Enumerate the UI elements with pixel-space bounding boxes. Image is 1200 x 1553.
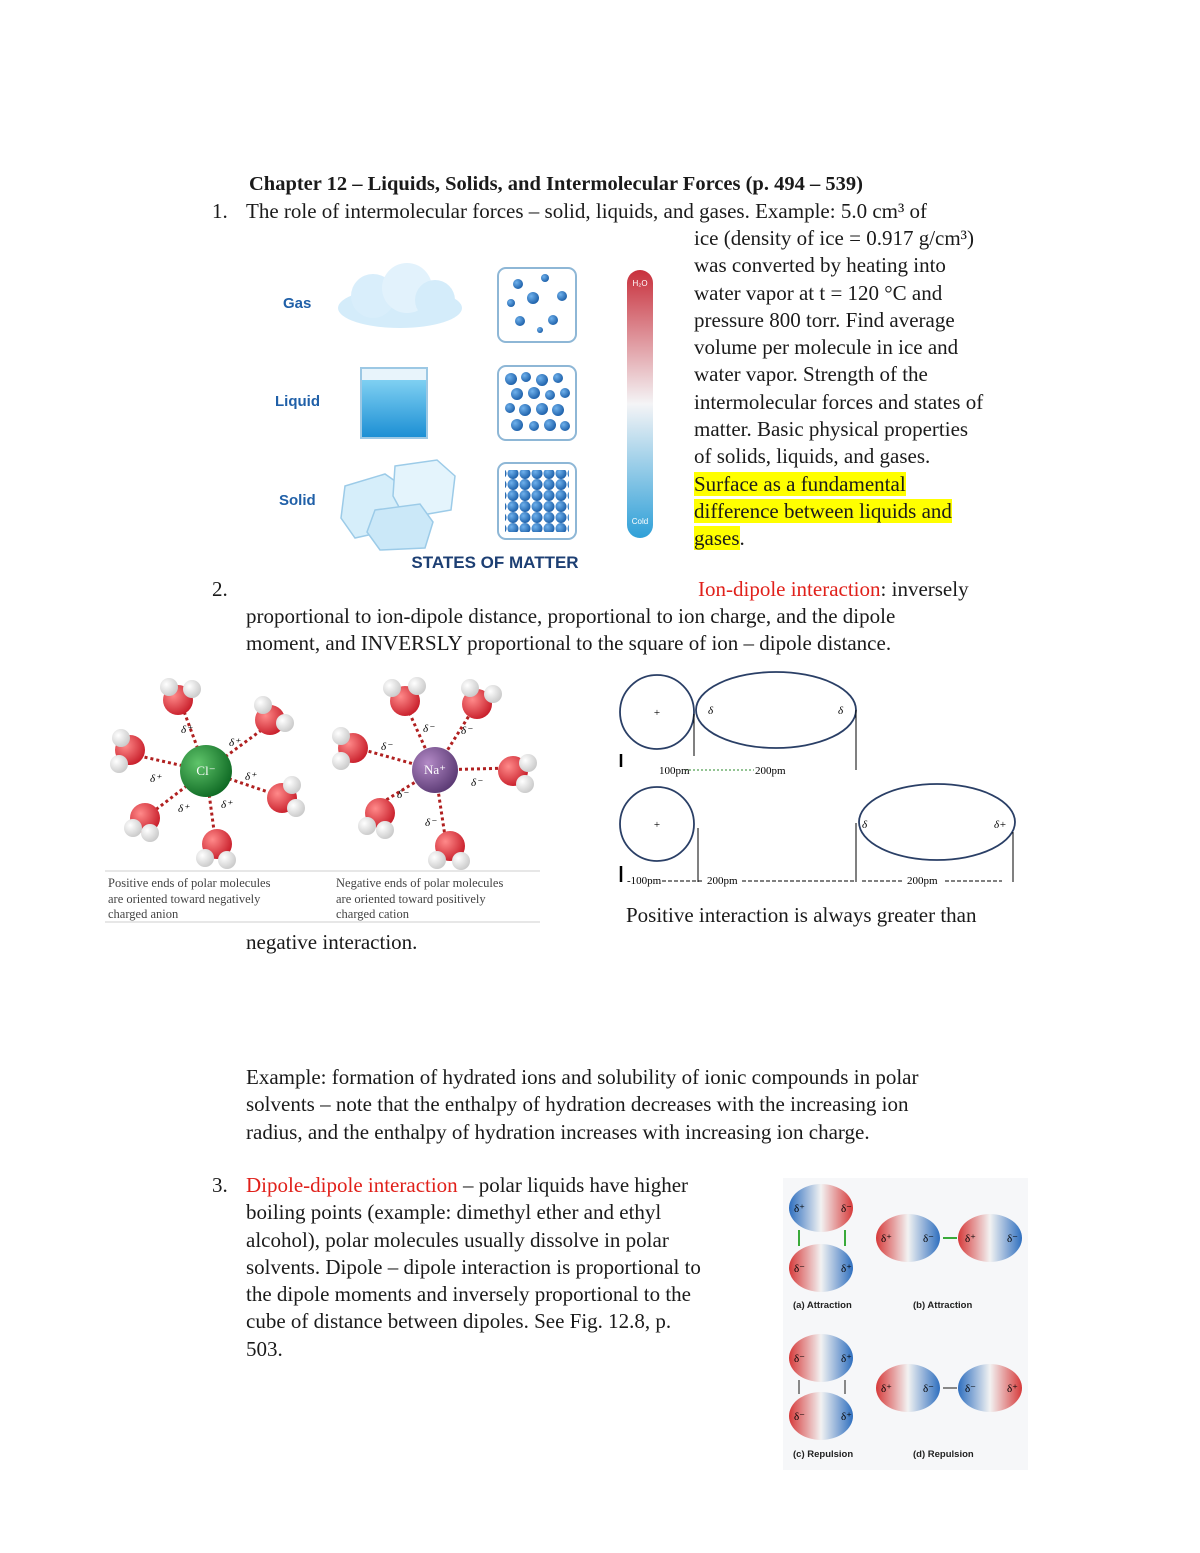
ice-cubes-icon bbox=[341, 460, 455, 550]
chloride-label: Cl⁻ bbox=[196, 763, 216, 778]
example-line: solvents – note that the enthalpy of hydration decreases with the increasing ion bbox=[246, 1092, 909, 1117]
highlighted-text: difference between liquids and bbox=[694, 498, 952, 523]
delta-label: δ⁻ bbox=[923, 1383, 934, 1395]
delta-label: δ⁻ bbox=[471, 777, 482, 789]
delta-label: δ⁺ bbox=[794, 1203, 805, 1215]
bar-top-label: H₂O bbox=[632, 279, 648, 288]
delta-label: δ⁻ bbox=[423, 723, 434, 735]
item1-text-line: water vapor. Strength of the bbox=[694, 362, 928, 387]
example-line: radius, and the enthalpy of hydration increases with increasing ion charge. bbox=[246, 1119, 870, 1144]
item2-number: 2. bbox=[212, 577, 228, 601]
item1-number: 1. bbox=[212, 199, 228, 223]
delta-label: δ⁺ bbox=[881, 1383, 892, 1395]
states-of-matter-figure bbox=[255, 248, 685, 583]
item1-text-line: volume per molecule in ice and bbox=[694, 335, 959, 360]
delta-label: δ⁻ bbox=[461, 725, 472, 737]
sodium-label: Na⁺ bbox=[423, 762, 447, 777]
item3-line: boiling points (example: dimethyl ether and ethyl bbox=[246, 1200, 662, 1225]
example-paragraph bbox=[246, 1064, 918, 1146]
beaker-icon bbox=[361, 368, 427, 438]
bar-bottom-label: Cold bbox=[631, 517, 649, 526]
figure-caption-a: (a) Attraction bbox=[793, 1300, 852, 1311]
dipole-dipole-figure bbox=[783, 1178, 1028, 1470]
caption-line: Positive ends of polar molecules bbox=[108, 876, 271, 890]
delta-label: δ⁻ bbox=[381, 741, 392, 753]
item3-line: alcohol), polar molecules usually dissolve in polar bbox=[246, 1227, 669, 1252]
delta-label: δ⁻ bbox=[923, 1233, 934, 1245]
delta-label: δ⁺ bbox=[881, 1233, 892, 1245]
distance-label: 100pm bbox=[659, 765, 690, 777]
delta-label: δ⁻ bbox=[794, 1353, 805, 1365]
item1-text-line: ice (density of ice = 0.917 g/cm³) bbox=[694, 226, 974, 250]
item2-line3: moment, and INVERSLY proportional to the square of ion – dipole distance. bbox=[246, 631, 892, 655]
item2-heading bbox=[698, 576, 969, 603]
item1-line1: The role of intermolecular forces – solid, liquids, and gases. Example: 5.0 cm³ of bbox=[246, 199, 928, 223]
delta-label: δ⁺ bbox=[178, 803, 189, 815]
caption-line: Negative ends of polar molecules bbox=[336, 876, 504, 890]
ion-sign: + bbox=[653, 819, 661, 831]
liquid-label: Liquid bbox=[275, 393, 320, 410]
item1-paragraph bbox=[694, 225, 1034, 553]
delta-label: δ⁻ bbox=[841, 1203, 852, 1215]
delta-label: δ⁻ bbox=[794, 1411, 805, 1423]
delta-label: δ⁺ bbox=[841, 1411, 852, 1423]
item1-text-line: intermolecular forces and states of bbox=[694, 389, 984, 414]
item1-text-line: of solids, liquids, and gases. bbox=[694, 444, 931, 469]
figure-caption-b: (b) Attraction bbox=[913, 1300, 973, 1311]
figure-caption-c: (c) Repulsion bbox=[793, 1449, 854, 1460]
delta-label: δ⁻ bbox=[1007, 1233, 1018, 1245]
item3-line: cube of distance between dipoles. See Fig. 12.8, p. bbox=[246, 1309, 672, 1334]
item1-text-line: was converted by heating into bbox=[694, 253, 946, 278]
item3-number: 3. bbox=[212, 1173, 228, 1197]
caption-line: charged anion bbox=[108, 907, 179, 921]
period: . bbox=[739, 526, 745, 551]
highlighted-text: Surface as a fundamental bbox=[694, 471, 906, 496]
caption-line: charged cation bbox=[336, 907, 409, 921]
item2-rest: : inversely bbox=[880, 577, 969, 601]
left-caption bbox=[108, 876, 270, 923]
item3-line: 503. bbox=[246, 1336, 283, 1361]
dipole-near-label: δ bbox=[862, 819, 868, 831]
ion-dipole-term: Ion-dipole interaction bbox=[698, 577, 881, 601]
delta-label: δ⁻ bbox=[425, 817, 436, 829]
cloud-icon bbox=[338, 263, 462, 328]
delta-label: δ⁺ bbox=[841, 1263, 852, 1275]
distance-label: 200pm bbox=[755, 765, 786, 777]
page-title: Chapter 12 – Liquids, Solids, and Intermolecular Forces (p. 494 – 539) bbox=[249, 173, 863, 195]
distance-label: 200pm bbox=[707, 875, 738, 887]
states-caption: STATES OF MATTER bbox=[411, 553, 579, 572]
dipole-ellipse-bottom bbox=[859, 784, 1015, 860]
delta-label: δ⁺ bbox=[150, 773, 161, 785]
highlighted-text: gases bbox=[694, 526, 740, 551]
ion-sign: + bbox=[653, 707, 661, 719]
solid-particles-box bbox=[498, 463, 576, 539]
item1-text-line: pressure 800 torr. Find average bbox=[694, 307, 955, 332]
dipole-ellipse-top bbox=[696, 672, 856, 748]
delta-label: δ⁺ bbox=[229, 737, 240, 749]
temperature-bar bbox=[627, 270, 653, 538]
delta-label: δ⁺ bbox=[1007, 1383, 1018, 1395]
liquid-particles-box bbox=[498, 366, 576, 440]
gas-particles-box bbox=[498, 268, 576, 342]
delta-label: δ⁻ bbox=[965, 1383, 976, 1395]
caption-line: are oriented toward negatively bbox=[108, 891, 261, 906]
delta-label: δ⁺ bbox=[841, 1353, 852, 1365]
caption-line: are oriented toward positively bbox=[336, 891, 486, 906]
delta-label: δ⁺ bbox=[221, 799, 232, 811]
item3-line: solvents. Dipole – dipole interaction is proportional to bbox=[246, 1254, 701, 1279]
delta-label: δ⁻ bbox=[397, 789, 408, 801]
item1-text-line: water vapor at t = 120 °C and bbox=[694, 280, 943, 305]
distance-label: -100pm bbox=[627, 875, 662, 887]
right-caption bbox=[336, 876, 503, 923]
delta-label: δ⁺ bbox=[965, 1233, 976, 1245]
item3-paragraph bbox=[246, 1172, 786, 1363]
dipole-far-label: δ bbox=[838, 705, 844, 717]
example-line: Example: formation of hydrated ions and solubility of ionic compounds in polar bbox=[246, 1065, 919, 1089]
delta-label: δ⁺ bbox=[245, 771, 256, 783]
item2-line2: proportional to ion-dipole distance, proportional to ion charge, and the dipole bbox=[246, 604, 896, 628]
diagram-note-continued: negative interaction. bbox=[246, 930, 418, 954]
dipole-near-label: δ bbox=[708, 705, 714, 717]
ion-dipole-distance-diagram bbox=[612, 670, 1032, 892]
solid-label: Solid bbox=[279, 492, 316, 509]
delta-label: δ⁻ bbox=[794, 1263, 805, 1275]
gas-label: Gas bbox=[283, 295, 312, 312]
figure-caption-d: (d) Repulsion bbox=[913, 1449, 974, 1460]
distance-label: 200pm bbox=[907, 875, 938, 887]
item3-rest: – polar liquids have higher bbox=[457, 1173, 689, 1197]
dipole-far-label: δ+ bbox=[994, 819, 1007, 831]
dipole-dipole-term: Dipole-dipole interaction bbox=[246, 1173, 458, 1197]
item3-line: the dipole moments and inversely proportional to the bbox=[246, 1282, 691, 1307]
delta-label: δ⁺ bbox=[181, 724, 192, 736]
item1-text-line: matter. Basic physical properties bbox=[694, 417, 969, 442]
diagram-note: Positive interaction is always greater than bbox=[626, 903, 977, 927]
